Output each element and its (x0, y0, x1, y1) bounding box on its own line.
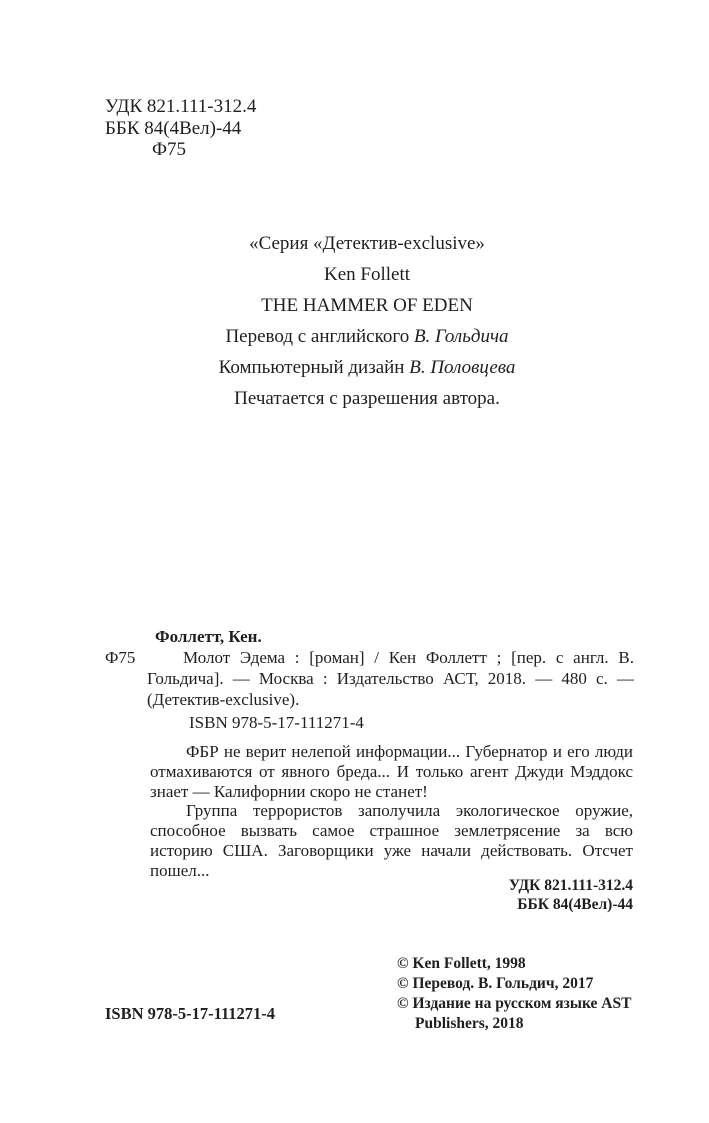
copyright-translation: © Перевод. В. Гольдич, 2017 (397, 975, 594, 992)
title-block (100, 228, 634, 414)
design-credit (100, 352, 634, 383)
card-description: Молот Эдема : [роман] / Кен Фоллетт ; [пер. с англ. В. Гольдича]. — Москва : Издательство АСТ, 2018. — 480 с. — (Детектив-exclusive). (147, 648, 634, 709)
card-author-sign: Ф75 (105, 648, 136, 667)
design-credit-prefix: Компьютерный дизайн (218, 357, 410, 378)
designer-name: В. Половцева (409, 357, 516, 378)
udk-code-right: УДК 821.111-312.4 (508, 877, 633, 894)
catalog-card (105, 626, 634, 733)
permission-note: Печатается с разрешения автора. (234, 388, 500, 409)
author-sign-code: Ф75 (152, 139, 187, 160)
card-isbn: ISBN 978-5-17-111271-4 (189, 713, 364, 732)
udk-code: УДК 821.111-312.4 (105, 96, 257, 117)
top-classification-codes (105, 96, 256, 161)
series-title: «Серия «Детектив-exclusive» (249, 233, 485, 254)
bbk-code-right: ББК 84(4Вел)-44 (517, 896, 633, 913)
card-author: Фоллетт, Кен. (155, 627, 262, 646)
translator-name: В. Гольдича (413, 326, 509, 347)
original-title: THE HAMMER OF EDEN (261, 295, 473, 316)
footer-isbn: ISBN 978-5-17-111271-4 (105, 1004, 276, 1023)
copyright-block (397, 954, 639, 1034)
bbk-code: ББК 84(4Вел)-44 (105, 117, 242, 139)
bottom-classification-codes (509, 876, 633, 914)
annotation (150, 742, 633, 881)
annotation-paragraph-1: ФБР не верит нелепой информации... Губернатор и его люди отмахиваются от явного бреда... И только агент Джуди Мэддокс знает — Калифорнии скоро не станет! (150, 742, 633, 801)
annotation-paragraph-2: Группа террористов заполучила экологическое оружие, способное вызвать самое страшное землетрясение за всю историю США. Заговорщики уже начали действовать. Отсчет пошел... (150, 801, 633, 880)
original-author: Ken Follett (323, 264, 411, 285)
translation-credit (100, 321, 634, 352)
translation-credit-prefix: Перевод с английского (225, 326, 414, 347)
copyright-author: © Ken Follett, 1998 (397, 955, 526, 972)
copyright-publisher: © Издание на русском языке AST Publishers, 2018 (397, 995, 632, 1032)
